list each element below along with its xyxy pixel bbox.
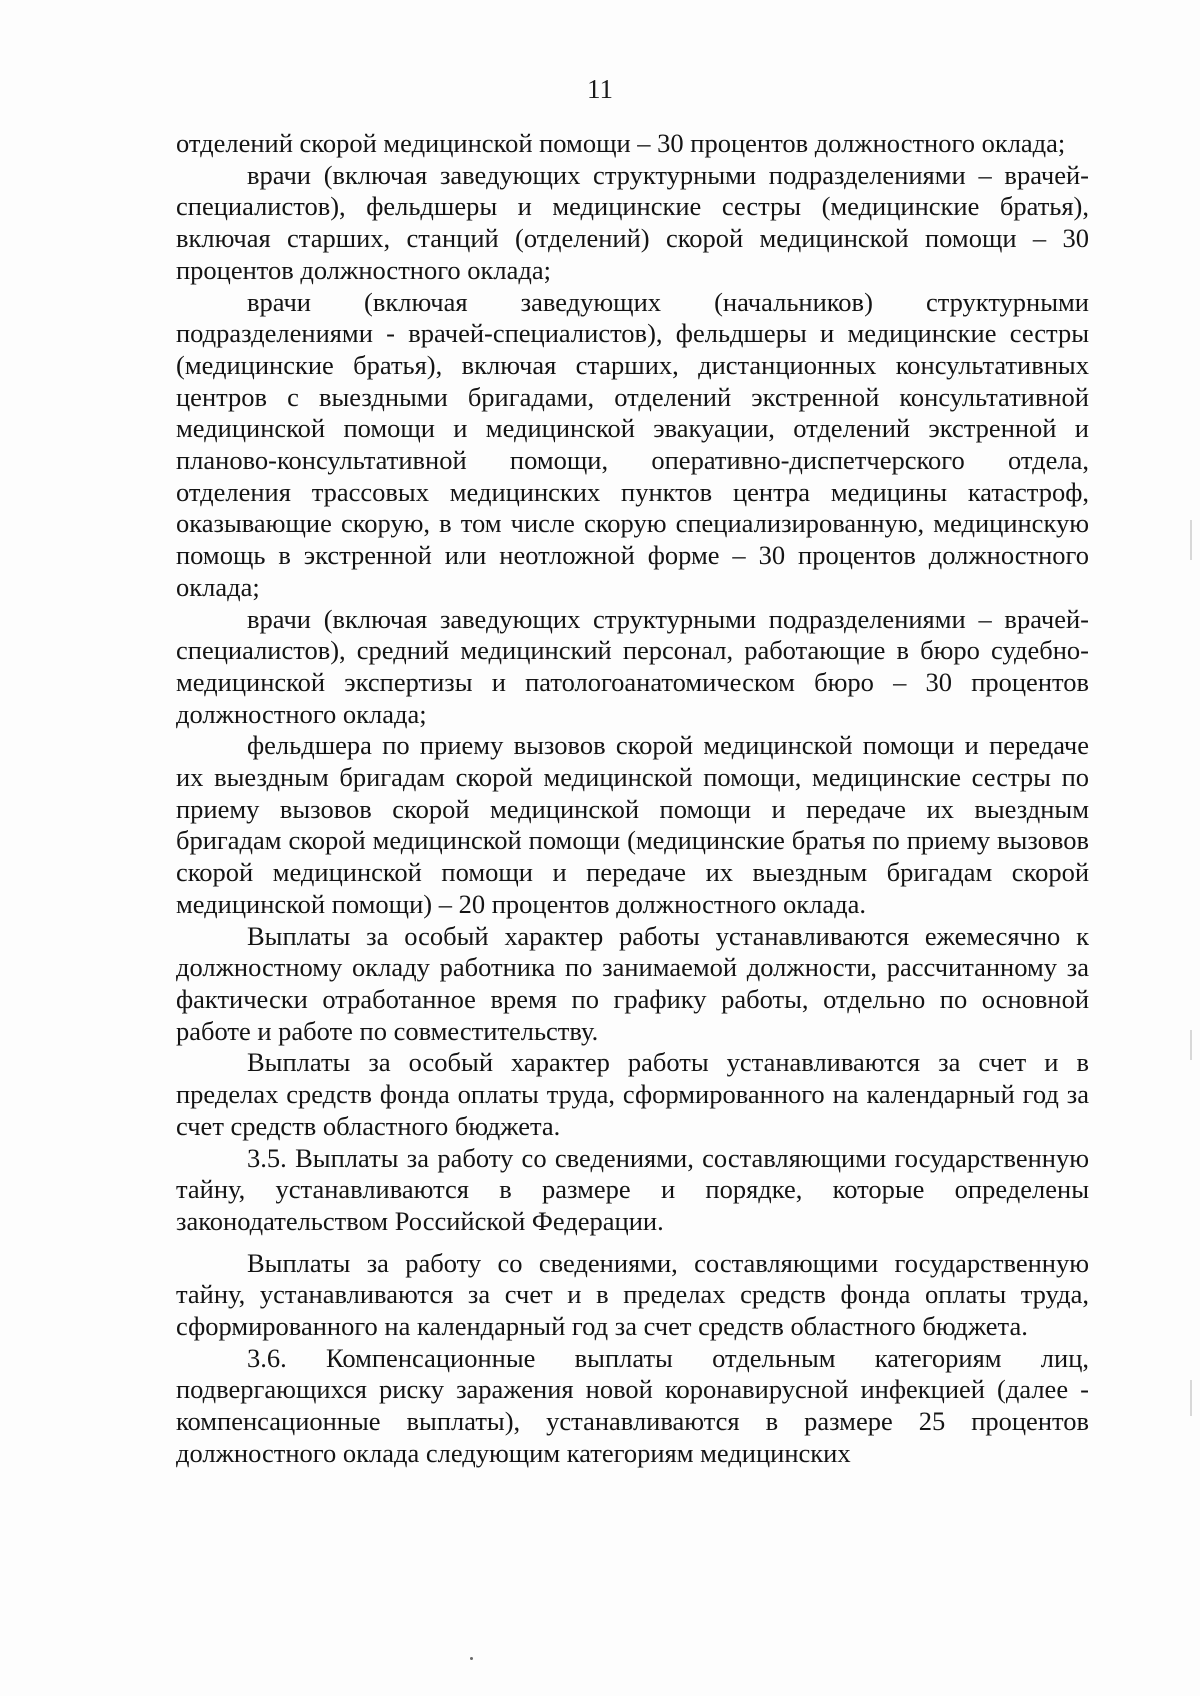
scan-speck bbox=[470, 1657, 473, 1660]
scan-edge-mark bbox=[1190, 1030, 1192, 1060]
paragraph-2: врачи (включая заведующих структурными подразделениями – врачей-специалистов), фельдшеры и медицинские сестры (медицинские братья), включая старших, станций (отделений) скорой медицинской помощи – 30 процентов должностного оклада; bbox=[176, 159, 1089, 285]
scan-edge-mark bbox=[1190, 1380, 1192, 1416]
paragraph-3: врачи (включая заведующих (начальников) структурными подразделениями - врачей-специалистов), фельдшеры и медицинские сестры (медицинские братья), включая старших, дистанционных консультативных центров с выездными бригадами, отделений экстренной консультативной медицинской помощи и медицинской эвакуации, отделений экстренной и планово-консультативной помощи, оперативно-диспетчерского отдела, отделения трассовых медицинских пунктов центра медицины катастроф, оказывающие скорую, в том числе скорую специализированную, медицинскую помощь в экстренной или неотложной форме – 30 процентов должностного оклада; bbox=[176, 286, 1089, 602]
paragraph-7: Выплаты за особый характер работы устанавливаются за счет и в пределах средств фонда оплаты труда, сформированного на календарный год за счет средств областного бюджета. bbox=[176, 1047, 1089, 1141]
paragraph-10: 3.6. Компенсационные выплаты отдельным категориям лиц, подвергающихся риску заражения новой коронавирусной инфекцией (далее - компенсационные выплаты), устанавливаются в размере 25 процентов должностного оклада следующим категориям медицинских bbox=[176, 1342, 1089, 1468]
body-text bbox=[176, 128, 1089, 1470]
page-number: 11 bbox=[587, 74, 613, 104]
paragraph-9: Выплаты за работу со сведениями, составляющими государственную тайну, устанавливаются за счет и в пределах средств фонда оплаты труда, сформированного на календарный год за счет средств областного бюджета. bbox=[176, 1247, 1089, 1342]
scan-edge-mark bbox=[1190, 520, 1192, 560]
paragraph-4: врачи (включая заведующих структурными подразделениями – врачей-специалистов), средний медицинский персонал, работающие в бюро судебно-медицинской экспертизы и патологоанатомическом бюро – 30 процентов должностного оклада; bbox=[176, 603, 1089, 729]
paragraph-8: 3.5. Выплаты за работу со сведениями, составляющими государственную тайну, устанавливаются в размере и порядке, которые определены законодательством Российской Федерации. bbox=[176, 1142, 1089, 1236]
paragraph-6: Выплаты за особый характер работы устанавливаются ежемесячно к должностному окладу работника по занимаемой должности, рассчитанному за фактически отработанное время по графику работы, отдельно по основной работе и работе по совместительству. bbox=[176, 920, 1089, 1046]
paragraph-5: фельдшера по приему вызовов скорой медицинской помощи и передаче их выездным бригадам скорой медицинской помощи, медицинские сестры по приему вызовов скорой медицинской помощи и передаче их выездным бригадам скорой медицинской помощи (медицинские братья по приему вызовов скорой медицинской помощи и передаче их выездным бригадам скорой медицинской помощи) – 20 процентов должностного оклада. bbox=[176, 730, 1089, 919]
paragraph-1: отделений скорой медицинской помощи – 30 процентов должностного оклада; bbox=[176, 128, 1066, 158]
